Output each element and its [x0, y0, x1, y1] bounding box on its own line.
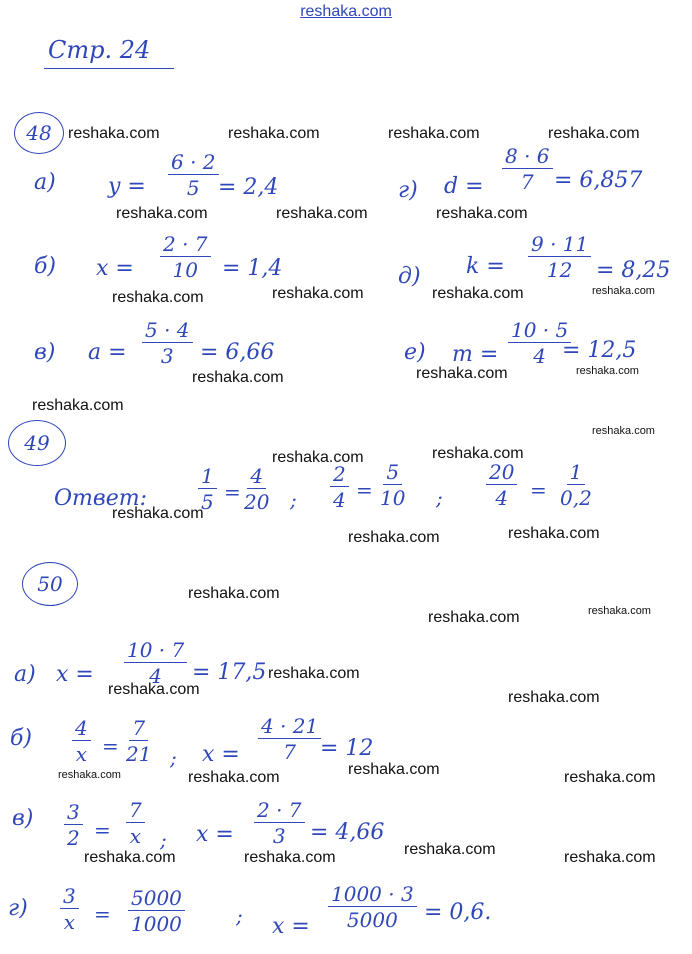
p49-f4-denominator: 10 — [380, 486, 406, 510]
watermark: reshaka.com — [428, 609, 520, 626]
watermark: reshaka.com — [276, 205, 368, 222]
p50-g-fraction-3 — [328, 884, 417, 930]
p49-separator-1: ; — [290, 488, 297, 512]
p48-e-lhs: m = — [452, 342, 499, 367]
p50-g-f1-denominator: x — [63, 910, 75, 934]
p50-b-f2-numerator: 7 — [129, 718, 148, 741]
p49-answer-label: Ответ: — [54, 486, 147, 511]
watermark: reshaka.com — [348, 761, 440, 778]
p48-d-result: = 8,25 — [596, 258, 671, 283]
p50-v-fraction-2 — [126, 800, 145, 846]
p48-v-lhs: a = — [88, 340, 127, 365]
p50-b-label: б) — [10, 726, 33, 751]
watermark: reshaka.com — [58, 769, 121, 781]
watermark: reshaka.com — [388, 125, 480, 142]
p50-a-result: = 17,5 — [192, 660, 267, 685]
watermark: reshaka.com — [188, 585, 280, 602]
p50-g-f2-denominator: 1000 — [131, 912, 182, 936]
p48-b-result: = 1,4 — [222, 256, 283, 281]
p50-v-equals: = — [94, 818, 111, 842]
p50-v-result: = 4,66 — [310, 820, 385, 845]
watermark: reshaka.com — [112, 505, 204, 522]
p50-v-f3-numerator: 2 · 7 — [254, 800, 305, 823]
p50-g-label: г) — [8, 896, 28, 921]
p49-f4-numerator: 5 — [383, 462, 402, 485]
page-label-underline — [44, 68, 174, 69]
p48-g-label: г) — [398, 178, 418, 203]
watermark: reshaka.com — [436, 205, 528, 222]
watermark: reshaka.com — [416, 365, 508, 382]
p50-g-fraction-2 — [128, 888, 185, 934]
p50-b-f1-numerator: 4 — [72, 718, 91, 741]
p49-fraction-2 — [244, 466, 269, 512]
watermark: reshaka.com — [348, 529, 440, 546]
watermark: reshaka.com — [188, 769, 280, 786]
p50-g-fraction-1 — [60, 886, 79, 932]
p48-b-lhs: x = — [96, 256, 134, 281]
p49-fraction-6 — [560, 462, 592, 508]
watermark: reshaka.com — [588, 605, 651, 617]
p50-a-fraction — [124, 640, 187, 686]
p49-f2-denominator: 20 — [244, 490, 270, 514]
p50-v-f2-denominator: x — [129, 824, 141, 848]
problem-48-number: 48 — [14, 112, 64, 154]
p50-b-f3-numerator: 4 · 21 — [258, 716, 321, 739]
p48-d-lhs: k = — [466, 254, 505, 279]
watermark: reshaka.com — [32, 397, 124, 414]
p48-g-numerator: 8 · 6 — [502, 146, 553, 169]
p48-v-label: в) — [34, 340, 56, 365]
watermark: reshaka.com — [592, 285, 655, 297]
p50-b-separator: ; — [170, 746, 177, 770]
p48-e-numerator: 10 · 5 — [508, 320, 571, 343]
watermark: reshaka.com — [564, 769, 656, 786]
watermark: reshaka.com — [508, 525, 600, 542]
p48-v-numerator: 5 · 4 — [142, 320, 193, 343]
p48-b-numerator: 2 · 7 — [160, 234, 211, 257]
p48-g-lhs: d = — [444, 174, 484, 199]
p50-b-lhs: x = — [202, 742, 240, 767]
p50-v-f2-numerator: 7 — [126, 800, 145, 823]
p50-b-f3-denominator: 7 — [283, 740, 296, 764]
p48-b-fraction — [160, 234, 211, 280]
p50-v-f1-denominator: 2 — [67, 826, 80, 850]
p50-g-f1-numerator: 3 — [60, 886, 79, 909]
watermark: reshaka.com — [68, 125, 160, 142]
watermark: reshaka.com — [432, 285, 524, 302]
p50-g-lhs: x = — [272, 914, 310, 939]
p48-d-denominator: 12 — [546, 258, 573, 282]
p50-a-denominator: 4 — [149, 664, 162, 688]
p49-equals-1: = — [224, 480, 241, 504]
p49-f6-denominator: 0,2 — [560, 486, 592, 510]
p48-a-fraction — [168, 152, 219, 198]
p48-d-fraction — [528, 234, 591, 280]
page-label: Стр. 24 — [48, 36, 151, 64]
p50-v-lhs: x = — [196, 822, 234, 847]
watermark: reshaka.com — [592, 425, 655, 437]
watermark: reshaka.com — [404, 841, 496, 858]
p48-g-fraction — [502, 146, 553, 192]
p48-g-result: = 6,857 — [554, 168, 643, 193]
site-link[interactable]: reshaka.com — [300, 3, 392, 20]
watermark: reshaka.com — [564, 849, 656, 866]
p50-a-lhs: x = — [56, 662, 94, 687]
p49-separator-2: ; — [436, 486, 443, 510]
p50-g-equals: = — [94, 902, 111, 926]
p49-equals-2: = — [356, 478, 373, 502]
p50-v-fraction-3 — [254, 800, 305, 846]
p48-d-numerator: 9 · 11 — [528, 234, 591, 257]
p50-a-label: а) — [14, 662, 36, 687]
p50-b-f1-denominator: x — [75, 742, 87, 766]
p49-f3-denominator: 4 — [333, 488, 346, 512]
p50-b-f2-denominator: 21 — [126, 742, 152, 766]
watermark: reshaka.com — [508, 689, 600, 706]
p49-f6-numerator: 1 — [567, 462, 586, 485]
watermark: reshaka.com — [84, 849, 176, 866]
problem-49-number: 49 — [8, 420, 66, 466]
watermark: reshaka.com — [228, 125, 320, 142]
p48-v-result: = 6,66 — [200, 340, 275, 365]
p48-g-denominator: 7 — [520, 170, 534, 194]
p48-a-label: а) — [34, 170, 56, 195]
watermark: reshaka.com — [576, 365, 639, 377]
p50-b-result: = 12 — [320, 736, 374, 761]
watermark: reshaka.com — [268, 665, 360, 682]
watermark: reshaka.com — [192, 369, 284, 386]
p49-f3-numerator: 2 — [330, 464, 349, 487]
p49-equals-3: = — [530, 478, 547, 502]
p50-g-f3-denominator: 5000 — [346, 908, 398, 932]
p48-b-denominator: 10 — [172, 258, 198, 282]
p49-fraction-4 — [380, 462, 405, 508]
watermark: reshaka.com — [116, 205, 208, 222]
p49-f1-numerator: 1 — [198, 466, 217, 489]
p48-v-denominator: 3 — [160, 344, 174, 368]
p48-e-denominator: 4 — [533, 344, 546, 368]
watermark: reshaka.com — [272, 285, 364, 302]
p49-f5-numerator: 20 — [486, 462, 517, 485]
p49-f2-numerator: 4 — [247, 466, 266, 489]
p48-a-lhs: y = — [108, 174, 146, 199]
watermark: reshaka.com — [432, 445, 524, 462]
p50-b-equals: = — [102, 734, 119, 758]
p50-v-fraction-1 — [64, 802, 83, 848]
watermark: reshaka.com — [548, 125, 640, 142]
watermark: reshaka.com — [108, 681, 200, 698]
p50-b-fraction-2 — [126, 718, 151, 764]
p50-b-fraction-1 — [72, 718, 91, 764]
p50-g-separator: ; — [236, 904, 243, 928]
p50-a-numerator: 10 · 7 — [124, 640, 187, 663]
p48-a-result: = 2,4 — [218, 175, 279, 200]
p50-g-result: = 0,6. — [424, 900, 492, 925]
p48-d-label: д) — [398, 264, 421, 289]
p48-b-label: б) — [34, 254, 57, 279]
problem-50-number: 50 — [22, 562, 78, 606]
p50-b-fraction-3 — [258, 716, 321, 762]
p50-g-f2-numerator: 5000 — [128, 888, 185, 911]
p49-fraction-5 — [486, 462, 517, 508]
p48-e-result: = 12,5 — [562, 338, 637, 363]
p50-v-f1-numerator: 3 — [64, 802, 83, 825]
p50-g-f3-numerator: 1000 · 3 — [328, 884, 417, 907]
p50-v-label: в) — [12, 806, 34, 831]
p49-f5-denominator: 4 — [495, 486, 509, 510]
watermark: reshaka.com — [244, 849, 336, 866]
p50-v-f3-denominator: 3 — [272, 824, 286, 848]
p48-v-fraction — [142, 320, 193, 366]
p48-a-numerator: 6 · 2 — [168, 152, 219, 175]
p49-f1-denominator: 5 — [201, 490, 214, 514]
watermark: reshaka.com — [272, 449, 364, 466]
p50-v-separator: ; — [160, 828, 167, 852]
watermark: reshaka.com — [112, 289, 204, 306]
p48-e-label: е) — [404, 340, 426, 365]
p48-a-denominator: 5 — [186, 176, 200, 200]
p49-fraction-3 — [330, 464, 349, 510]
